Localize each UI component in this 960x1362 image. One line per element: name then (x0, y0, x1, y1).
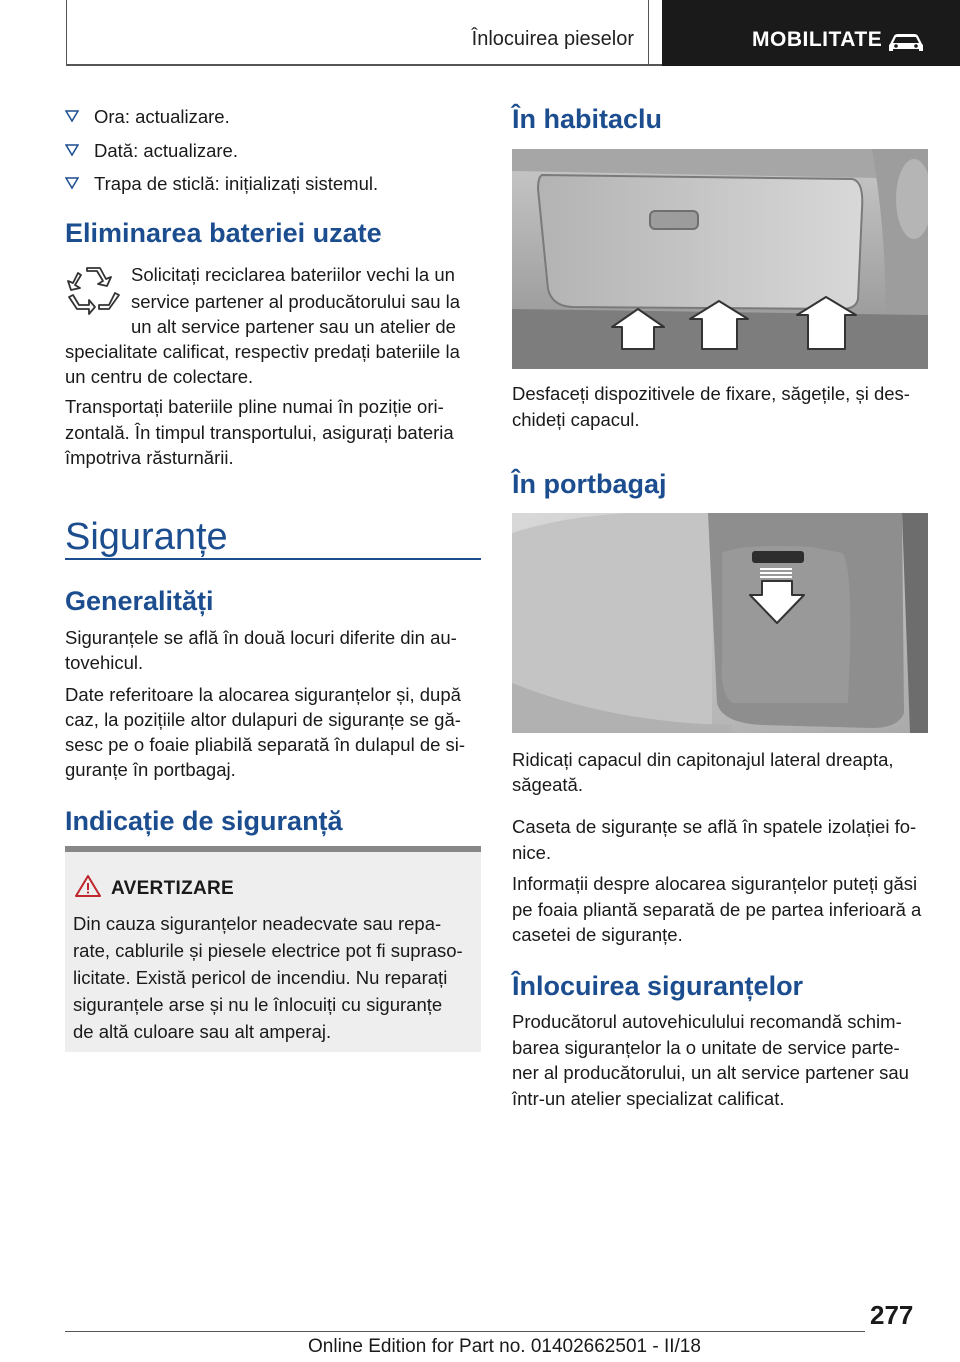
glovebox-photo (512, 149, 928, 369)
data-text-line: sesc pe o foaie pliabilă separată în dulapul de si- (65, 734, 466, 755)
header-divider (648, 0, 649, 66)
warning-icon (75, 874, 101, 898)
page-header (0, 0, 960, 66)
box-text-line: Caseta de siguranțe se află în spatele izolației fo- (512, 816, 917, 837)
cabin-caption-line: chideți capacul. (512, 409, 640, 430)
list-item-text: Ora: actualizare. (94, 106, 230, 127)
battery-text-line: specialitate calificat, respectiv predați bateriile la (65, 341, 460, 362)
page-number: 277 (870, 1300, 914, 1330)
warning-text-line: rate, cablurile și piesele electrice pot fi supraso- (73, 940, 463, 961)
car-icon (886, 30, 926, 54)
cabin-heading: În habitaclu (512, 104, 663, 134)
trunk-caption-line: Ridicați capacul din capitonajul lateral dreapta, (512, 749, 894, 770)
warning-text-line: siguranțele arse și nu le înlocuiți cu siguranțe (73, 994, 443, 1015)
trunk-caption-line: săgeată. (512, 774, 583, 795)
warning-text-line: licitate. Există pericol de incendiu. Nu reparați (73, 967, 448, 988)
info-text-line: casetei de siguranțe. (512, 924, 683, 945)
general-text-line: tovehicul. (65, 652, 144, 673)
replace-text-line: barea siguranțelor la o unitate de service parte- (512, 1037, 900, 1058)
safety-heading: Indicație de siguranță (65, 806, 343, 836)
trunk-photo (512, 513, 928, 733)
battery-heading: Eliminarea bateriei uzate (65, 218, 382, 248)
battery-text-line: un centru de colectare. (65, 366, 254, 387)
fuses-title: Siguranțe (65, 516, 228, 558)
triangle-bullet-icon (65, 143, 79, 157)
chapter-tab (662, 0, 960, 66)
chapter-label: MOBILITATE (752, 28, 883, 51)
warning-text-line: de altă culoare sau alt amperaj. (73, 1021, 332, 1042)
triangle-bullet-icon (65, 109, 79, 123)
replace-text-line: într-un atelier specializat calificat. (512, 1088, 785, 1109)
transport-text-line: zontală. În timpul transportului, asigurați bateria (65, 422, 454, 443)
data-text-line: guranțe în portbagaj. (65, 759, 236, 780)
header-bottom-border (66, 64, 662, 66)
footer-rule (65, 1331, 865, 1332)
warning-box (65, 846, 481, 1052)
warning-text-line: Din cauza siguranțelor neadecvate sau repa- (73, 913, 442, 934)
transport-text-line: Transportați bateriile pline numai în poziție ori- (65, 396, 444, 417)
warning-title: AVERTIZARE (111, 878, 234, 899)
section-title: Înlocuirea pieselor (471, 28, 634, 50)
general-heading: Generalități (65, 586, 214, 616)
title-underline (65, 558, 481, 560)
recycle-icon (67, 265, 121, 317)
replace-text-line: Producătorul autovehiculului recomandă schim- (512, 1011, 902, 1032)
battery-text-line: Solicitați reciclarea bateriilor vechi la un (131, 264, 455, 285)
trunk-heading: În portbagaj (512, 469, 667, 499)
info-text-line: pe foaia pliantă separată de pe partea inferioară a (512, 899, 922, 920)
replace-heading: Înlocuirea siguranțelor (512, 971, 804, 1001)
triangle-bullet-icon (65, 176, 79, 190)
warning-text (73, 910, 479, 1045)
replace-text-line: ner al producătorului, un alt service partener sau (512, 1062, 909, 1083)
battery-text-line: un alt service partener sau un atelier de (131, 316, 456, 337)
edition-text: Online Edition for Part no. 01402662501 - II/18 (308, 1336, 701, 1357)
data-text-line: Date referitoare la alocarea siguranțelor și, după (65, 684, 461, 705)
general-text-line: Siguranțele se află în două locuri diferite din au- (65, 627, 457, 648)
battery-text-line: service partener al producătorului sau la (131, 291, 461, 312)
list-item-text: Dată: actualizare. (94, 140, 238, 161)
list-item-text: Trapa de sticlă: inițializați sistemul. (94, 173, 379, 194)
box-text-line: nice. (512, 842, 552, 863)
data-text-line: caz, la pozițiile altor dulapuri de siguranțe se gă- (65, 709, 461, 730)
transport-text-line: împotriva răsturnării. (65, 447, 234, 468)
cabin-caption-line: Desfaceți dispozitivele de fixare, săgețile, și des- (512, 383, 910, 404)
info-text-line: Informații despre alocarea siguranțelor puteți găsi (512, 873, 918, 894)
